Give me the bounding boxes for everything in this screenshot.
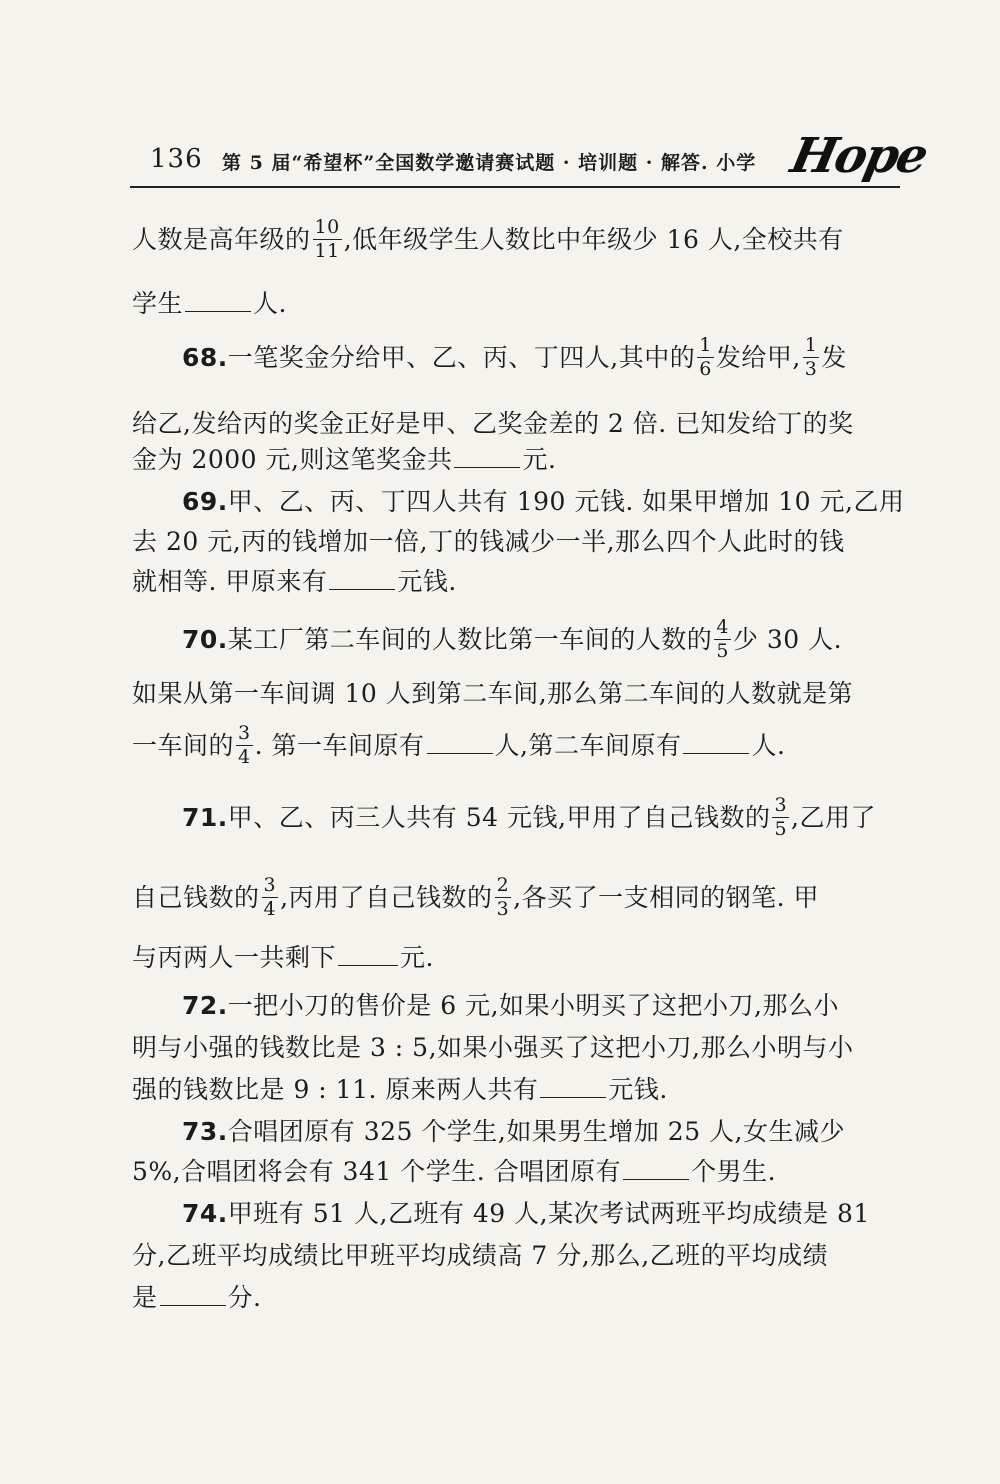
question-71 — [132, 794, 902, 841]
text-line — [132, 1236, 902, 1272]
text: 给乙,发给丙的奖金正好是甲、乙奖金差的 2 倍. 已知发给丁的奖 — [132, 409, 854, 438]
text: 分,乙班平均成绩比甲班平均成绩高 7 分,那么,乙班的平均成绩 — [132, 1241, 829, 1270]
answer-blank[interactable] — [454, 447, 520, 468]
question-69 — [132, 482, 905, 518]
answer-blank[interactable] — [185, 291, 251, 312]
fraction: $\frac{2}{3}$ — [496, 874, 510, 920]
text: 5%,合唱团将会有 341 个学生. 合唱团原有 — [132, 1157, 622, 1186]
text: 发 — [821, 343, 847, 372]
text: ,低年级学生人数比中年级少 16 人,全校共有 — [343, 225, 844, 254]
text-line — [132, 1278, 902, 1314]
fraction: $\frac{1}{3}$ — [804, 334, 818, 380]
text: 元钱. — [608, 1075, 668, 1104]
text-line — [132, 1152, 902, 1188]
running-title: 第 5 届“希望杯”全国数学邀请赛试题 · 培训题 · 解答. 小学 — [222, 152, 757, 174]
text: 与丙两人一共剩下 — [132, 943, 337, 972]
question-70 — [132, 616, 902, 663]
text: 自己钱数的 — [132, 883, 260, 912]
answer-blank[interactable] — [427, 733, 493, 754]
text-line — [132, 216, 902, 263]
text-line — [132, 284, 902, 320]
text: 人. — [751, 731, 786, 760]
text: 少 30 人. — [732, 625, 843, 654]
text: 元. — [400, 943, 434, 972]
question-number: 70. — [182, 625, 228, 654]
text-line — [132, 522, 902, 558]
text: 去 20 元,丙的钱增加一倍,丁的钱减少一半,那么四个人此时的钱 — [132, 527, 845, 556]
fraction: $\frac{1}{6}$ — [699, 334, 712, 380]
text: 一笔奖金分给甲、乙、丙、丁四人,其中的 — [227, 343, 696, 372]
text: 元钱. — [397, 567, 457, 596]
answer-blank[interactable] — [683, 733, 749, 754]
question-74 — [132, 1194, 902, 1230]
text: 甲、乙、丙、丁四人共有 190 元钱. 如果甲增加 10 元,乙用 — [227, 487, 905, 516]
fraction: $\frac{3}{4}$ — [263, 874, 277, 920]
text: 人,第二车间原有 — [494, 731, 682, 760]
question-72 — [132, 986, 902, 1022]
text-line — [132, 722, 902, 769]
text-line — [132, 440, 902, 476]
answer-blank[interactable] — [338, 945, 398, 966]
text: 就相等. 甲原来有 — [132, 567, 328, 596]
text: 甲、乙、丙三人共有 54 元钱,甲用了自己钱数的 — [227, 803, 771, 832]
text: 一把小刀的售价是 6 元,如果小明买了这把小刀,那么小 — [227, 991, 839, 1020]
text: 明与小强的钱数比是 3 : 5,如果小强买了这把小刀,那么小明与小 — [132, 1033, 854, 1062]
fraction: $\frac{4}{5}$ — [716, 616, 729, 662]
text: 发给甲, — [715, 343, 801, 372]
fraction: $\frac{3}{4}$ — [238, 722, 251, 768]
answer-blank[interactable] — [160, 1285, 226, 1306]
text-line — [132, 674, 902, 710]
question-number: 74. — [182, 1199, 228, 1228]
page-header — [130, 118, 932, 188]
page-number: 136 — [150, 144, 203, 174]
answer-blank[interactable] — [329, 569, 395, 590]
text: 学生 — [132, 289, 184, 318]
hope-logo: Hope — [786, 128, 932, 184]
answer-blank[interactable] — [540, 1077, 606, 1098]
header-rule — [130, 186, 900, 188]
text: 元. — [522, 445, 557, 474]
text: 合唱团原有 325 个学生,如果男生增加 25 人,女生减少 — [227, 1117, 846, 1146]
text: 个男生. — [691, 1157, 777, 1186]
text: ,各买了一支相同的钢笔. 甲 — [513, 883, 819, 912]
text-line — [132, 938, 902, 974]
text-line — [132, 562, 902, 598]
text: 如果从第一车间调 10 人到第二车间,那么第二车间的人数就是第 — [132, 679, 854, 708]
question-number: 71. — [182, 803, 228, 832]
text: 是 — [132, 1283, 158, 1312]
text: 金为 2000 元,则这笔奖金共 — [132, 445, 453, 474]
text: 强的钱数比是 9 : 11. 原来两人共有 — [132, 1075, 539, 1104]
question-68 — [132, 334, 902, 381]
text: 一车间的 — [132, 731, 235, 760]
text: 甲班有 51 人,乙班有 49 人,某次考试两班平均成绩是 81 — [227, 1199, 870, 1228]
question-number: 73. — [182, 1117, 228, 1146]
text-line — [132, 874, 902, 921]
text: 分. — [227, 1283, 262, 1312]
fraction: $\frac{10}{11}$ — [314, 216, 340, 262]
question-number: 68. — [182, 343, 228, 372]
text: 某工厂第二车间的人数比第一车间的人数的 — [227, 625, 713, 654]
text: ,乙用了 — [791, 803, 876, 832]
text-line — [132, 1028, 902, 1064]
question-number: 72. — [182, 991, 228, 1020]
text: . 第一车间原有 — [254, 731, 425, 760]
text: 人数是高年级的 — [132, 225, 311, 254]
text-line — [132, 404, 902, 440]
text: ,丙用了自己钱数的 — [280, 883, 493, 912]
fraction: $\frac{3}{5}$ — [774, 794, 788, 840]
question-number: 69. — [182, 487, 228, 516]
question-73 — [132, 1112, 902, 1148]
text-line — [132, 1070, 902, 1106]
answer-blank[interactable] — [623, 1159, 689, 1180]
text: 人. — [253, 289, 287, 318]
